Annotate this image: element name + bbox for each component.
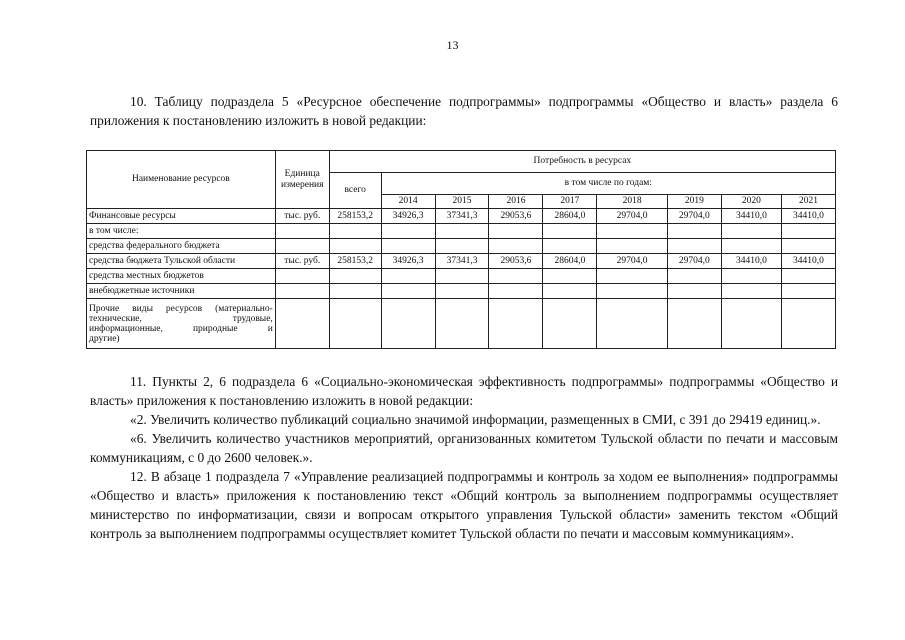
row-unit [275,239,329,254]
row-value [543,239,597,254]
row-name-line: другие) [89,333,120,344]
row-unit [275,224,329,239]
row-value [781,284,835,299]
row-value [489,269,543,284]
empty-cell [435,299,489,349]
row-value: 29704,0 [667,254,721,269]
empty-cell [781,299,835,349]
row-value: 34410,0 [721,254,781,269]
row-value: 34410,0 [781,209,835,224]
row-name-line: информационные, природные и [89,323,273,334]
row-value [435,269,489,284]
row-value: 29053,6 [489,209,543,224]
row-name: средства местных бюджетов [87,269,276,284]
header-year: 2021 [781,195,835,209]
header-year: 2017 [543,195,597,209]
row-value [435,239,489,254]
empty-cell [597,299,668,349]
row-value: 37341,3 [435,254,489,269]
row-value [781,269,835,284]
header-year: 2020 [721,195,781,209]
row-total [329,239,381,254]
header-by-year: в том числе по годам: [381,173,835,195]
row-value [381,224,435,239]
row-name-line: Прочие виды ресурсов (материально- [89,303,273,314]
row-value [721,239,781,254]
empty-cell [381,299,435,349]
row-value: 29704,0 [597,254,668,269]
row-total [329,284,381,299]
row-value [781,224,835,239]
empty-cell [721,299,781,349]
row-name: внебюджетные источники [87,284,276,299]
row-unit: тыс. руб. [275,254,329,269]
row-name: в том числе: [87,224,276,239]
row-unit [275,284,329,299]
paragraph-11: 11. Пункты 2, 6 подраздела 6 «Социально-экономическая эффективность подпрограммы» подпрограммы «Общество и власть» приложения к постановлению изложить в новой редакции: [90,374,838,408]
row-value [543,269,597,284]
header-year: 2014 [381,195,435,209]
row-value [381,269,435,284]
row-name-line: технические, трудовые, [89,313,273,324]
empty-cell [275,299,329,349]
row-value [667,239,721,254]
row-value [435,284,489,299]
row-total [329,269,381,284]
row-value [721,284,781,299]
empty-cell [543,299,597,349]
row-value [489,284,543,299]
header-year: 2019 [667,195,721,209]
header-year: 2016 [489,195,543,209]
row-value: 34410,0 [721,209,781,224]
row-value: 29704,0 [597,209,668,224]
row-value [597,239,668,254]
header-unit: Единица измерения [275,151,329,209]
header-year: 2018 [597,195,668,209]
table-row [87,284,836,299]
row-value [597,269,668,284]
table-row [87,209,836,224]
row-total: 258153,2 [329,209,381,224]
table-row [87,254,836,269]
quote-item-2: «2. Увеличить количество публикаций социально значимой информации, размещенных в СМИ, с 391 до 29419 единиц.». [130,412,821,427]
empty-cell [489,299,543,349]
table-row [87,239,836,254]
row-unit: тыс. руб. [275,209,329,224]
row-name: Финансовые ресурсы [87,209,276,224]
header-need: Потребность в ресурсах [329,151,835,173]
table-row [87,224,836,239]
row-value [597,284,668,299]
header-total: всего [329,173,381,209]
page-number: 13 [446,38,459,52]
row-value [543,224,597,239]
empty-cell [667,299,721,349]
row-name-other [87,299,276,349]
paragraph-11-block [90,372,838,543]
row-value: 37341,3 [435,209,489,224]
row-value [381,284,435,299]
quote-item-6: «6. Увеличить количество участников мероприятий, организованных комитетом Тульской области по печати и массовым коммуникациям, с 0 до 2600 человек.». [90,431,838,465]
row-value [381,239,435,254]
row-unit [275,269,329,284]
row-value: 29704,0 [667,209,721,224]
row-value: 28604,0 [543,254,597,269]
row-value [721,269,781,284]
paragraph-12: 12. В абзаце 1 подраздела 7 «Управление реализацией подпрограммы и контроль за ходом ее выполнения» подпрограммы «Общество и власть» приложения к постановлению текст «Общий контроль за выполнением подпрограммы осуществляет министерство по информатизации, связи и вопросам открытого управления Тульской области» заменить текстом «Общий контроль за выполнением подпрограммы осуществляет комитет Тульской области по печати и массовым коммуникациям». [90,469,838,541]
row-value [543,284,597,299]
row-name: средства федерального бюджета [87,239,276,254]
row-value: 34926,3 [381,254,435,269]
row-value [489,224,543,239]
row-value [667,284,721,299]
row-value: 28604,0 [543,209,597,224]
row-value [667,224,721,239]
row-value [435,224,489,239]
row-value [781,239,835,254]
row-total [329,224,381,239]
row-value: 29053,6 [489,254,543,269]
empty-cell [329,299,381,349]
row-name: средства бюджета Тульской области [87,254,276,269]
row-value [489,239,543,254]
row-total: 258153,2 [329,254,381,269]
row-value [597,224,668,239]
row-value: 34926,3 [381,209,435,224]
resources-table [86,150,836,349]
header-name: Наименование ресурсов [87,151,276,209]
row-value [721,224,781,239]
row-value [667,269,721,284]
table-row-other [87,299,836,349]
table-row [87,269,836,284]
paragraph-10: 10. Таблицу подраздела 5 «Ресурсное обеспечение подпрограммы» подпрограммы «Общество и власть» раздела 6 приложения к постановлению изложить в новой редакции: [90,94,838,128]
header-year: 2015 [435,195,489,209]
row-value: 34410,0 [781,254,835,269]
